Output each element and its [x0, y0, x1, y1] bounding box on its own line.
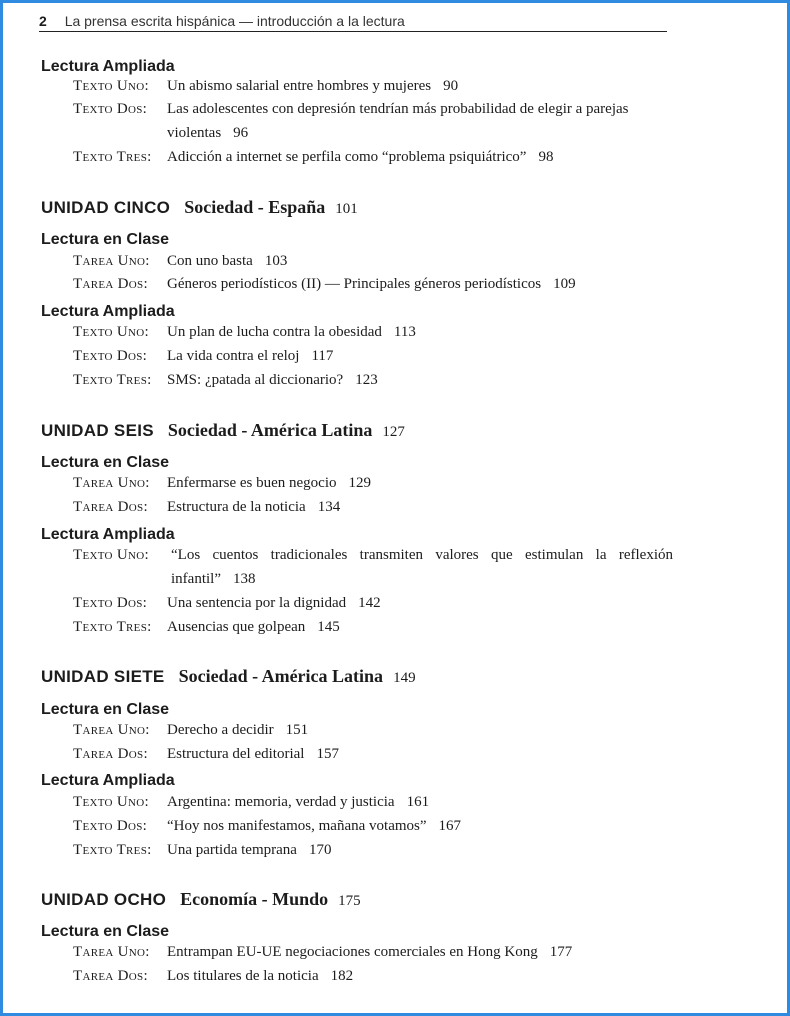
unit-subtitle: Sociedad - América Latina: [178, 666, 384, 686]
unit-name: UNIDAD SIETE: [41, 667, 165, 686]
entry-label: Texto Uno:: [73, 794, 149, 810]
entry-label: Tarea Uno:: [73, 944, 150, 960]
page-number: 2: [39, 13, 47, 29]
toc-entry: [73, 344, 673, 368]
entry-page-number: 113: [393, 324, 416, 340]
entry-label: Texto Uno:: [73, 78, 149, 94]
entry-title: La vida contra el reloj: [167, 348, 300, 364]
toc-entry: [73, 838, 673, 862]
section-heading: Lectura Ampliada: [41, 58, 175, 75]
entry-title: Una sentencia por la dignidad: [167, 595, 347, 611]
entry-label: Texto Dos:: [73, 101, 148, 117]
entry-label: Texto Dos:: [73, 595, 148, 611]
toc-entry: [73, 368, 673, 392]
toc-entry: [73, 97, 673, 145]
section-heading: Lectura Ampliada: [41, 772, 175, 789]
entry-label: Texto Tres:: [73, 619, 152, 635]
entry-label: Tarea Dos:: [73, 499, 148, 515]
entry-page-number: 167: [438, 818, 462, 834]
entry-page-number: 103: [264, 253, 288, 269]
entry-title: Con uno basta: [167, 253, 253, 269]
entry-page-number: 134: [317, 499, 341, 515]
unit-name: UNIDAD CINCO: [41, 198, 171, 217]
unit-page-number: 149: [393, 670, 416, 686]
entry-label: Texto Tres:: [73, 842, 152, 858]
entry-title: Las adolescentes con depresión tendrían más probabilidad de elegir a parejas violentas: [167, 101, 629, 141]
entry-label: Texto Dos:: [73, 348, 148, 364]
entry-title: “Hoy nos manifestamos, mañana votamos”: [167, 818, 427, 834]
entry-page-number: 170: [308, 842, 332, 858]
entry-title: Un plan de lucha contra la obesidad: [167, 324, 382, 340]
toc-entry: [73, 74, 673, 98]
entry-label: Texto Tres:: [73, 372, 152, 388]
entry-page-number: 157: [316, 746, 339, 762]
toc-entry: [73, 495, 673, 519]
entry-label: Texto Tres:: [73, 149, 152, 165]
unit-name: UNIDAD OCHO: [41, 890, 167, 909]
entry-title: SMS: ¿patada al diccionario?: [167, 372, 344, 388]
unit-heading: [41, 420, 405, 442]
entry-title: Argentina: memoria, verdad y justicia: [167, 794, 395, 810]
entry-page-number: 161: [406, 794, 430, 810]
toc-entry: [73, 718, 673, 742]
section-heading: Lectura Ampliada: [41, 303, 175, 320]
unit-name: UNIDAD SEIS: [41, 421, 154, 440]
entry-title: Enfermarse es buen negocio: [167, 475, 337, 491]
entry-page-number: 98: [538, 149, 554, 165]
entry-page-number: 138: [232, 571, 256, 587]
toc-entry: [73, 249, 673, 273]
entry-title: Estructura del editorial: [167, 746, 305, 762]
unit-page-number: 101: [335, 201, 358, 217]
entry-page-number: 142: [358, 595, 381, 611]
unit-page-number: 127: [382, 424, 405, 440]
toc-entry: [73, 272, 673, 296]
entry-title: Adicción a internet se perfila como “problema psiquiátrico”: [167, 149, 527, 165]
unit-subtitle: Sociedad - España: [184, 197, 326, 217]
section-heading: Lectura en Clase: [41, 701, 170, 718]
entry-page-number: 109: [553, 276, 576, 292]
section-heading: Lectura en Clase: [41, 923, 170, 940]
entry-title: Derecho a decidir: [167, 722, 274, 738]
entry-title: Una partida temprana: [167, 842, 297, 858]
toc-entry: [73, 814, 673, 838]
entry-title: Los titulares de la noticia: [167, 968, 319, 984]
entry-title: Un abismo salarial entre hombres y mujeres: [167, 78, 432, 94]
toc-entry: [73, 543, 673, 591]
toc-entry: [73, 145, 673, 169]
entry-label: Tarea Dos:: [73, 746, 148, 762]
unit-heading: [41, 889, 361, 911]
unit-subtitle: Economía - Mundo: [180, 889, 329, 909]
toc-entry: [73, 320, 673, 344]
entry-page-number: 123: [355, 372, 378, 388]
entry-page-number: 151: [285, 722, 309, 738]
entry-label: Tarea Uno:: [73, 722, 150, 738]
entry-label: Tarea Dos:: [73, 276, 148, 292]
entry-title: “Los cuentos tradicionales transmiten valores que estimulan la reflexión infantil”: [171, 547, 673, 587]
unit-subtitle: Sociedad - América Latina: [167, 420, 373, 440]
toc-entry: [73, 615, 673, 639]
unit-heading: [41, 197, 358, 219]
entry-label: Tarea Uno:: [73, 253, 150, 269]
page-header: [39, 11, 667, 32]
unit-heading: [41, 666, 416, 688]
toc-entry: [73, 964, 673, 988]
toc-entry: [73, 790, 673, 814]
running-title: La prensa escrita hispánica — introducción a la lectura: [64, 13, 405, 29]
toc-entry: [73, 742, 673, 766]
entry-page-number: 129: [348, 475, 372, 491]
entry-page-number: 145: [317, 619, 340, 635]
entry-label: Texto Uno:: [73, 547, 149, 563]
section-heading: Lectura en Clase: [41, 454, 170, 471]
toc-entry: [73, 471, 673, 495]
toc-entry: [73, 940, 673, 964]
entry-page-number: 182: [330, 968, 354, 984]
entry-title: Géneros periodísticos (II) — Principales géneros periodísticos: [167, 276, 542, 292]
entry-page-number: 177: [549, 944, 573, 960]
entry-page-number: 96: [233, 125, 249, 141]
entry-page-number: 117: [311, 348, 334, 364]
section-heading: Lectura Ampliada: [41, 526, 175, 543]
section-heading: Lectura en Clase: [41, 231, 170, 248]
entry-label: Texto Dos:: [73, 818, 148, 834]
entry-page-number: 90: [443, 78, 459, 94]
entry-label: Tarea Dos:: [73, 968, 148, 984]
entry-title: Estructura de la noticia: [167, 499, 306, 515]
entry-label: Tarea Uno:: [73, 475, 150, 491]
unit-page-number: 175: [338, 893, 361, 909]
toc-entry: [73, 591, 673, 615]
entry-label: Texto Uno:: [73, 324, 149, 340]
entry-title: Entrampan EU-UE negociaciones comerciales en Hong Kong: [167, 944, 538, 960]
entry-title: Ausencias que golpean: [167, 619, 306, 635]
